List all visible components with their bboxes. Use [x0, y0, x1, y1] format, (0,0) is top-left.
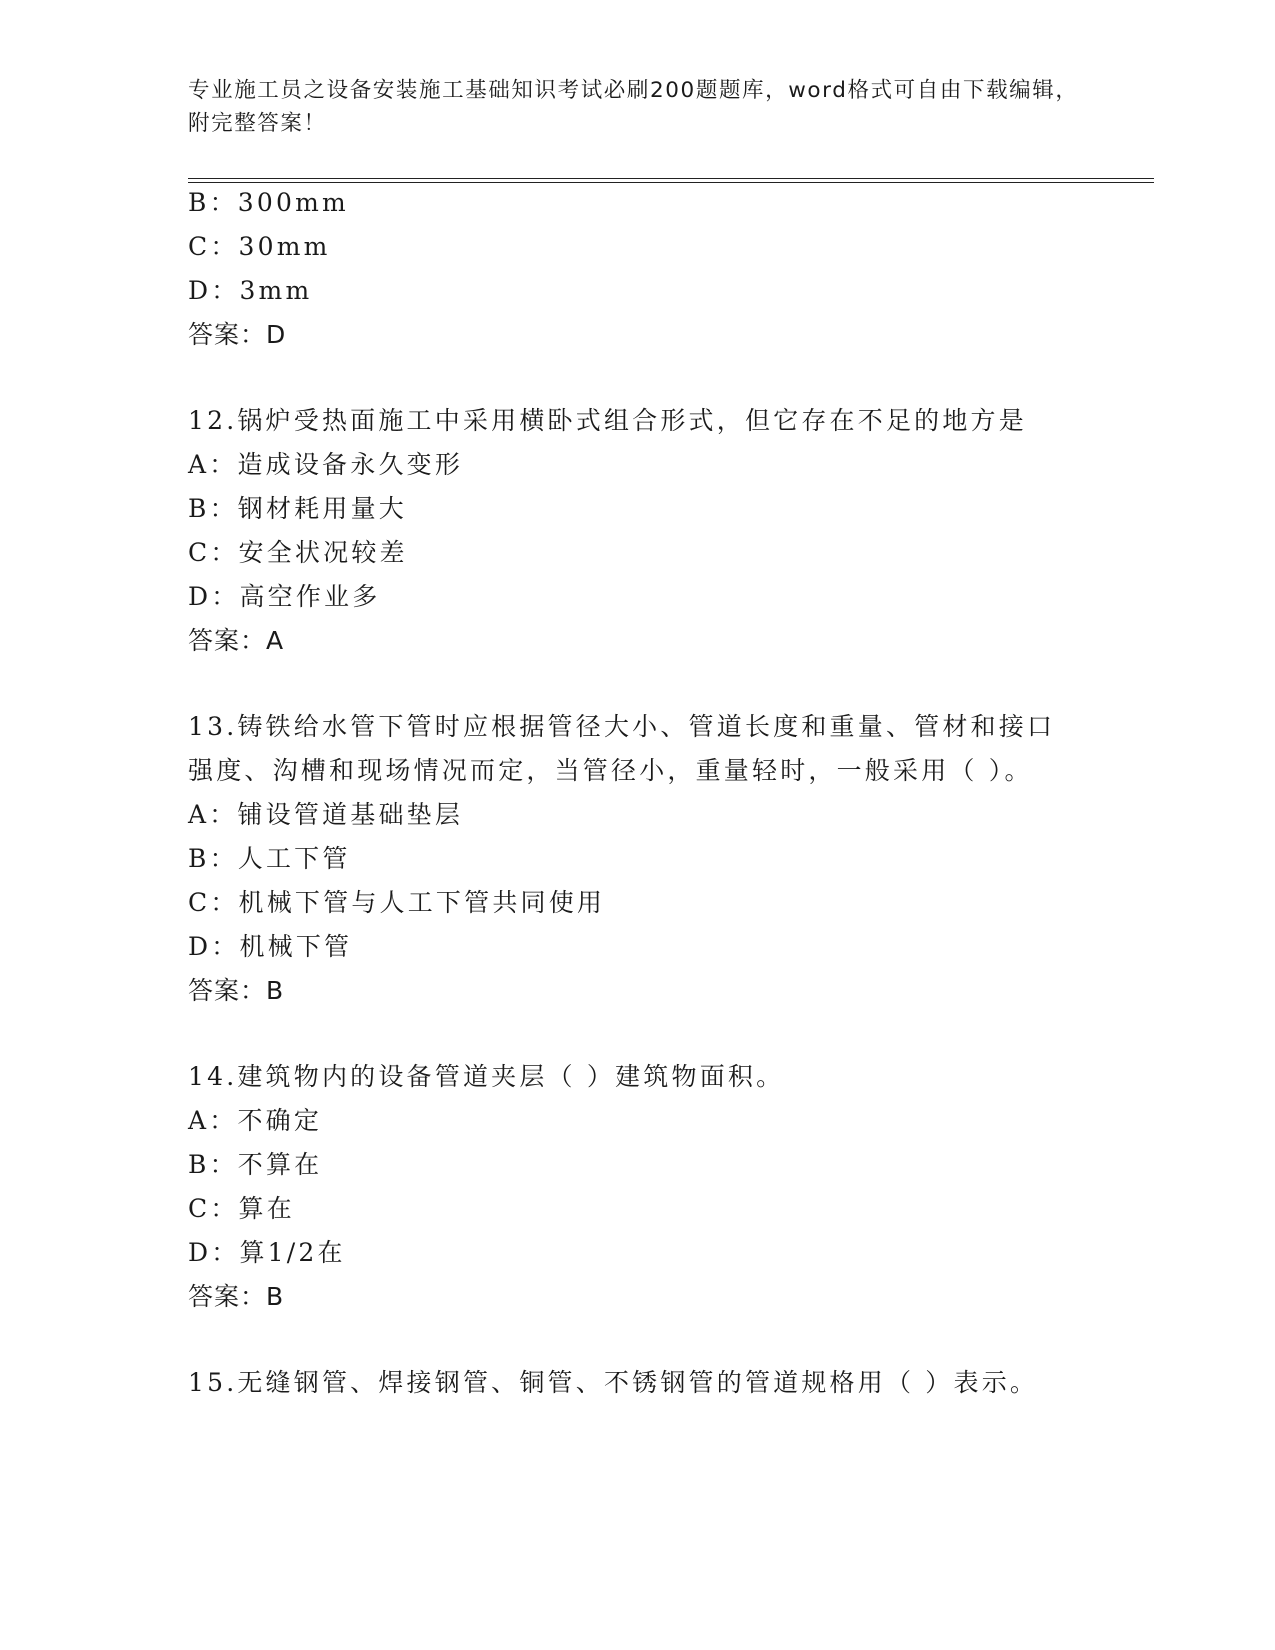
- option-a: A：不确定: [188, 1106, 323, 1135]
- question-12: 12.锅炉受热面施工中采用横卧式组合形式，但它存在不足的地方是: [188, 406, 1027, 435]
- question-13-continued: 强度、沟槽和现场情况而定，当管径小，重量轻时，一般采用（ ）。: [188, 756, 1033, 785]
- option-c: C：安全状况较差: [188, 538, 408, 567]
- option-c: C：30mm: [188, 232, 331, 261]
- option-b: B：人工下管: [188, 844, 351, 873]
- option-c: C：机械下管与人工下管共同使用: [188, 888, 606, 917]
- option-b: B：300mm: [188, 188, 349, 217]
- answer-11: 答案：D: [188, 320, 287, 349]
- option-d: D：算1/2在: [188, 1238, 346, 1267]
- option-b: B：不算在: [188, 1150, 323, 1179]
- option-a: A：造成设备永久变形: [188, 450, 464, 479]
- header-divider: [188, 178, 1154, 183]
- answer-12: 答案：A: [188, 626, 285, 655]
- question-14: 14.建筑物内的设备管道夹层（ ）建筑物面积。: [188, 1062, 785, 1091]
- option-b: B：钢材耗用量大: [188, 494, 407, 523]
- option-c: C：算在: [188, 1194, 295, 1223]
- question-15: 15.无缝钢管、焊接钢管、铜管、不锈钢管的管道规格用（ ）表示。: [188, 1368, 1039, 1397]
- option-d: D：高空作业多: [188, 582, 381, 611]
- page-header-title: 专业施工员之设备安装施工基础知识考试必刷200题题库，word格式可自由下载编辑，附完整答案！: [188, 78, 1079, 136]
- question-13: 13.铸铁给水管下管时应根据管径大小、管道长度和重量、管材和接口: [188, 712, 1056, 741]
- answer-13: 答案：B: [188, 976, 285, 1005]
- answer-14: 答案：B: [188, 1282, 285, 1311]
- option-a: A：铺设管道基础垫层: [188, 800, 464, 829]
- option-d: D：机械下管: [188, 932, 353, 961]
- option-d: D：3mm: [188, 276, 313, 305]
